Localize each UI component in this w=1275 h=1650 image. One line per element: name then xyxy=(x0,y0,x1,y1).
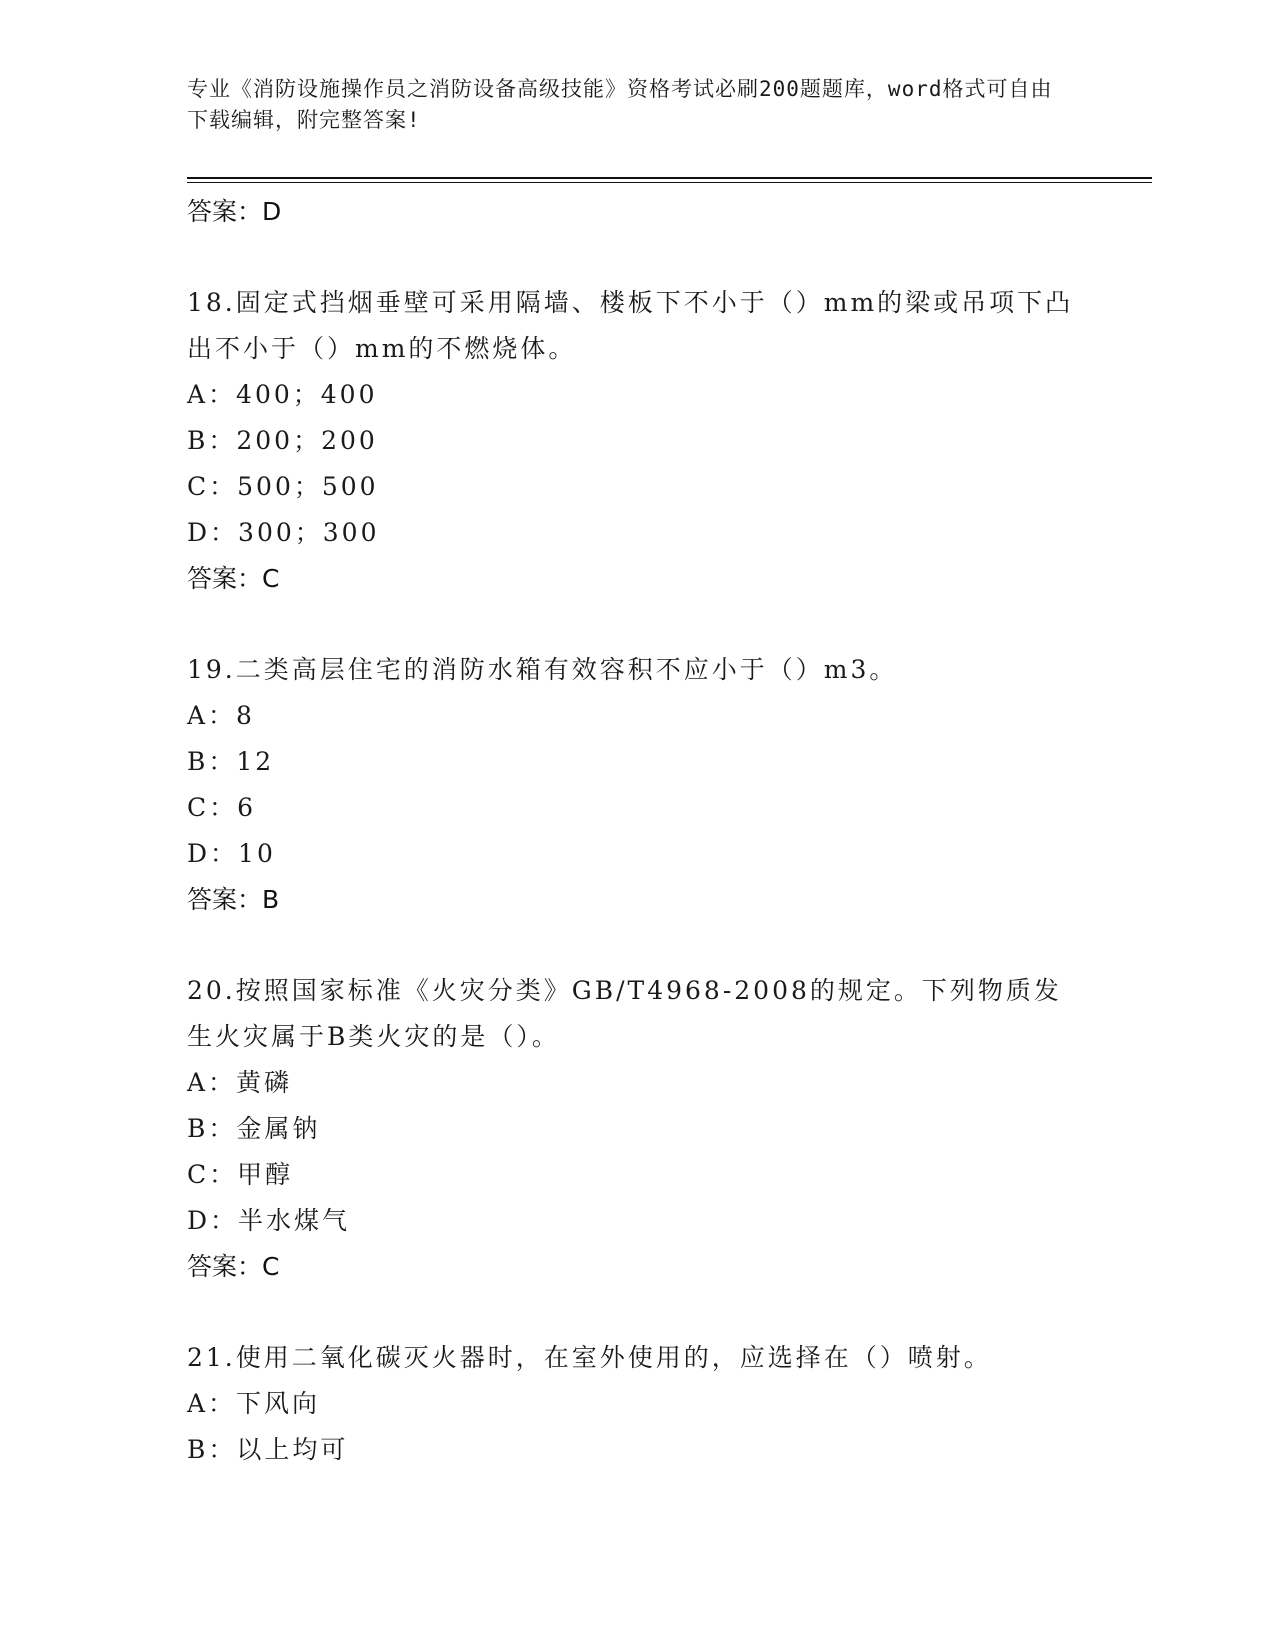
question-text: 21.使用二氧化碳灭火器时，在室外使用的，应选择在（）喷射。 xyxy=(187,1343,992,1372)
question-text: 20.按照国家标准《火灾分类》GB/T4968-2008的规定。下列物质发生火灾属于B类火灾的是（）。 xyxy=(187,976,1062,1051)
option-d: D：10 xyxy=(187,839,276,868)
question-block-19 xyxy=(187,647,1087,923)
question-text: 19.二类高层住宅的消防水箱有效容积不应小于（）m3。 xyxy=(187,655,898,684)
option-d: D：300；300 xyxy=(187,518,380,547)
question-text: 18.固定式挡烟垂壁可采用隔墙、楼板下不小于（）mm的梁或吊项下凸出不小于（）mm的不燃烧体。 xyxy=(187,288,1074,363)
header-divider-thin xyxy=(187,182,1152,183)
header-divider-thick xyxy=(187,177,1152,179)
option-a: A：下风向 xyxy=(187,1389,321,1418)
option-d: D：半水煤气 xyxy=(187,1206,351,1235)
answer-line: 答案：C xyxy=(187,564,280,593)
option-c: C：甲醇 xyxy=(187,1160,294,1189)
option-b: B：以上均可 xyxy=(187,1435,349,1464)
option-a: A：8 xyxy=(187,701,255,730)
answer-line: 答案：B xyxy=(187,885,280,914)
question-block-20 xyxy=(187,968,1087,1290)
question-list xyxy=(187,189,1087,1473)
document-header: 专业《消防设施操作员之消防设备高级技能》资格考试必刷200题题库，word格式可自由下载编辑，附完整答案! xyxy=(187,77,1053,132)
option-b: B：金属钠 xyxy=(187,1114,321,1143)
question-block-21 xyxy=(187,1335,1087,1473)
option-b: B：200；200 xyxy=(187,426,378,455)
option-c: C：6 xyxy=(187,793,257,822)
option-a: A：黄磷 xyxy=(187,1068,293,1097)
option-a: A：400；400 xyxy=(187,380,378,409)
option-c: C：500；500 xyxy=(187,472,379,501)
option-b: B：12 xyxy=(187,747,275,776)
question-block-18 xyxy=(187,280,1087,602)
answer-line: 答案：D xyxy=(187,197,282,226)
answer-line: 答案：C xyxy=(187,1252,280,1281)
